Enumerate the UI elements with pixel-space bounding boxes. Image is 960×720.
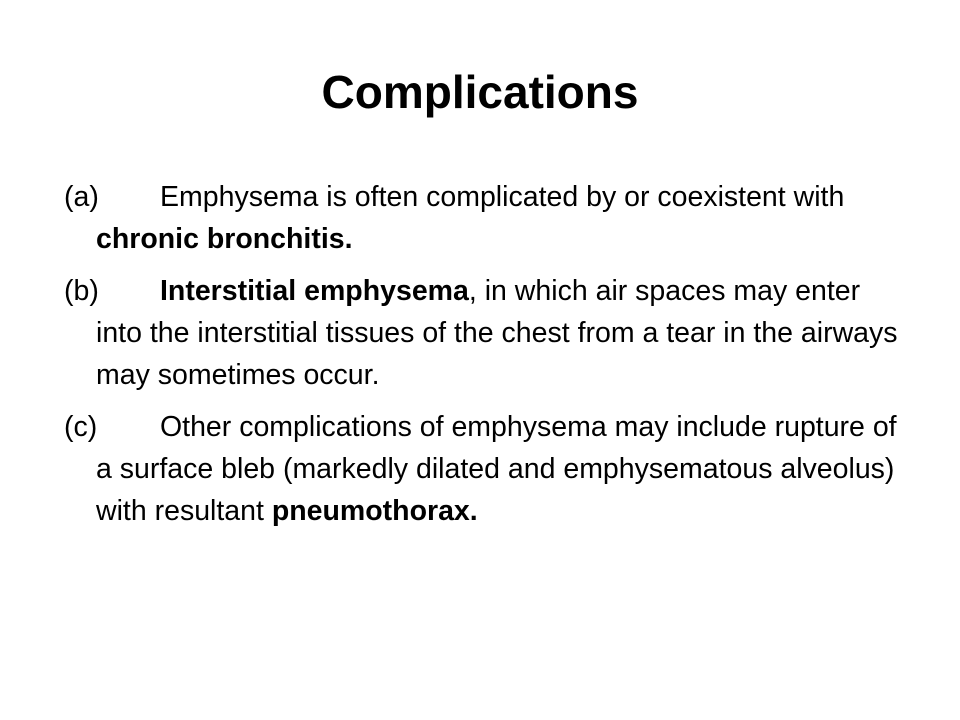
item-label: (b) bbox=[64, 275, 99, 307]
item-bold-text: chronic bronchitis. bbox=[96, 223, 353, 255]
item-label: (a) bbox=[64, 181, 99, 213]
item-bold-text: pneumothorax. bbox=[271, 495, 478, 527]
item-label: (c) bbox=[64, 411, 98, 443]
slide-title: Complications bbox=[321, 66, 639, 118]
item-text: , in which air spaces may enter into the interstitial tissues of the chest from a tear in the airways may sometimes occur. bbox=[96, 275, 898, 391]
list-item-a bbox=[64, 176, 904, 260]
item-bold-text: Interstitial emphysema bbox=[160, 275, 469, 307]
item-text: Other complications of emphysema may include rupture of a surface bleb (markedly dilated and emphysematous alveolus) with resultant bbox=[96, 411, 897, 527]
list-item-b bbox=[64, 270, 904, 396]
item-text: Emphysema is often complicated by or coexistent with bbox=[160, 181, 845, 213]
slide-body bbox=[64, 176, 904, 542]
list-item-c bbox=[64, 406, 904, 532]
